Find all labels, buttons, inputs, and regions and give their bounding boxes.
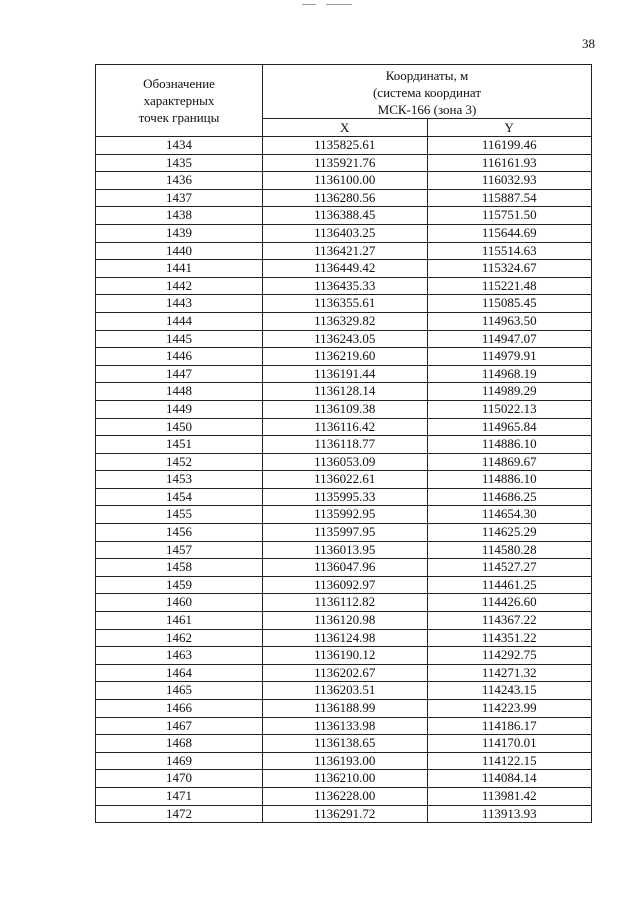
y-coordinate-cell: 115887.54 <box>427 189 592 207</box>
table-row <box>96 524 592 542</box>
table-row <box>96 506 592 524</box>
table-row <box>96 242 592 260</box>
point-number-cell: 1464 <box>96 664 263 682</box>
y-coordinate-cell: 114367.22 <box>427 612 592 630</box>
point-number-cell: 1446 <box>96 348 263 366</box>
point-number-cell: 1472 <box>96 805 263 823</box>
table-row <box>96 330 592 348</box>
x-coordinate-cell: 1136228.00 <box>263 787 428 805</box>
table-row <box>96 383 592 401</box>
scan-mark <box>326 4 352 5</box>
y-coordinate-cell: 114965.84 <box>427 418 592 436</box>
point-number-cell: 1437 <box>96 189 263 207</box>
y-coordinate-cell: 114625.29 <box>427 524 592 542</box>
point-number-cell: 1468 <box>96 735 263 753</box>
y-coordinate-cell: 114527.27 <box>427 559 592 577</box>
y-coordinate-cell: 114968.19 <box>427 365 592 383</box>
x-coordinate-cell: 1136403.25 <box>263 224 428 242</box>
x-coordinate-cell: 1136124.98 <box>263 629 428 647</box>
y-coordinate-cell: 114654.30 <box>427 506 592 524</box>
y-coordinate-cell: 114869.67 <box>427 453 592 471</box>
point-number-cell: 1467 <box>96 717 263 735</box>
y-coordinate-cell: 115644.69 <box>427 224 592 242</box>
point-number-cell: 1449 <box>96 400 263 418</box>
point-number-cell: 1439 <box>96 224 263 242</box>
x-coordinate-cell: 1136092.97 <box>263 576 428 594</box>
y-coordinate-cell: 113913.93 <box>427 805 592 823</box>
table-row <box>96 700 592 718</box>
table-row <box>96 189 592 207</box>
x-coordinate-cell: 1136188.99 <box>263 700 428 718</box>
table-row <box>96 260 592 278</box>
point-number-cell: 1469 <box>96 752 263 770</box>
y-coordinate-cell: 114271.32 <box>427 664 592 682</box>
table-row <box>96 295 592 313</box>
point-designation-header: Обозначение характерных точек границы <box>96 65 263 137</box>
y-header: Y <box>427 119 592 137</box>
x-coordinate-cell: 1136112.82 <box>263 594 428 612</box>
y-coordinate-cell: 115514.63 <box>427 242 592 260</box>
y-coordinate-cell: 114243.15 <box>427 682 592 700</box>
x-coordinate-cell: 1135921.76 <box>263 154 428 172</box>
table-row <box>96 312 592 330</box>
point-number-cell: 1447 <box>96 365 263 383</box>
x-coordinate-cell: 1136280.56 <box>263 189 428 207</box>
point-number-cell: 1471 <box>96 787 263 805</box>
point-number-cell: 1465 <box>96 682 263 700</box>
x-coordinate-cell: 1136022.61 <box>263 471 428 489</box>
table-row <box>96 418 592 436</box>
point-number-cell: 1436 <box>96 172 263 190</box>
point-number-cell: 1443 <box>96 295 263 313</box>
table-row <box>96 805 592 823</box>
x-coordinate-cell: 1136449.42 <box>263 260 428 278</box>
point-number-cell: 1440 <box>96 242 263 260</box>
y-coordinate-cell: 113981.42 <box>427 787 592 805</box>
table-row <box>96 559 592 577</box>
point-number-cell: 1457 <box>96 541 263 559</box>
y-coordinate-cell: 114947.07 <box>427 330 592 348</box>
page-number: 38 <box>582 36 595 51</box>
y-coordinate-cell: 114351.22 <box>427 629 592 647</box>
y-coordinate-cell: 114686.25 <box>427 488 592 506</box>
point-number-cell: 1448 <box>96 383 263 401</box>
point-number-cell: 1459 <box>96 576 263 594</box>
x-coordinate-cell: 1136116.42 <box>263 418 428 436</box>
y-coordinate-cell: 114963.50 <box>427 312 592 330</box>
table-row <box>96 682 592 700</box>
table-row <box>96 365 592 383</box>
y-coordinate-cell: 114886.10 <box>427 471 592 489</box>
x-coordinate-cell: 1135825.61 <box>263 137 428 155</box>
x-coordinate-cell: 1136202.67 <box>263 664 428 682</box>
point-number-cell: 1438 <box>96 207 263 225</box>
table-row <box>96 277 592 295</box>
point-number-cell: 1441 <box>96 260 263 278</box>
point-number-cell: 1454 <box>96 488 263 506</box>
x-coordinate-cell: 1136100.00 <box>263 172 428 190</box>
table-row <box>96 224 592 242</box>
y-coordinate-cell: 115324.67 <box>427 260 592 278</box>
table-row <box>96 471 592 489</box>
x-coordinate-cell: 1136128.14 <box>263 383 428 401</box>
x-coordinate-cell: 1136109.38 <box>263 400 428 418</box>
coordinates-table <box>95 64 592 823</box>
scan-mark <box>302 4 316 5</box>
x-coordinate-cell: 1136243.05 <box>263 330 428 348</box>
point-number-cell: 1458 <box>96 559 263 577</box>
point-number-cell: 1462 <box>96 629 263 647</box>
y-coordinate-cell: 114989.29 <box>427 383 592 401</box>
x-coordinate-cell: 1136435.33 <box>263 277 428 295</box>
point-number-cell: 1450 <box>96 418 263 436</box>
table-row <box>96 664 592 682</box>
x-coordinate-cell: 1136013.95 <box>263 541 428 559</box>
x-coordinate-cell: 1136190.12 <box>263 647 428 665</box>
table-row <box>96 453 592 471</box>
table-row <box>96 154 592 172</box>
table-row <box>96 576 592 594</box>
table-row <box>96 770 592 788</box>
y-coordinate-cell: 116199.46 <box>427 137 592 155</box>
y-coordinate-cell: 114461.25 <box>427 576 592 594</box>
point-number-cell: 1466 <box>96 700 263 718</box>
x-coordinate-cell: 1136138.65 <box>263 735 428 753</box>
y-coordinate-cell: 114223.99 <box>427 700 592 718</box>
point-number-cell: 1461 <box>96 612 263 630</box>
y-coordinate-cell: 115221.48 <box>427 277 592 295</box>
x-coordinate-cell: 1135995.33 <box>263 488 428 506</box>
y-coordinate-cell: 114170.01 <box>427 735 592 753</box>
table-row <box>96 541 592 559</box>
table-row <box>96 172 592 190</box>
x-coordinate-cell: 1136219.60 <box>263 348 428 366</box>
y-coordinate-cell: 114292.75 <box>427 647 592 665</box>
y-coordinate-cell: 114084.14 <box>427 770 592 788</box>
table-row <box>96 207 592 225</box>
point-number-cell: 1456 <box>96 524 263 542</box>
x-coordinate-cell: 1135997.95 <box>263 524 428 542</box>
point-number-cell: 1435 <box>96 154 263 172</box>
table-header-row <box>96 65 592 119</box>
x-coordinate-cell: 1136191.44 <box>263 365 428 383</box>
x-coordinate-cell: 1136133.98 <box>263 717 428 735</box>
point-number-cell: 1434 <box>96 137 263 155</box>
y-coordinate-cell: 115085.45 <box>427 295 592 313</box>
point-number-cell: 1455 <box>96 506 263 524</box>
y-coordinate-cell: 114186.17 <box>427 717 592 735</box>
x-coordinate-cell: 1135992.95 <box>263 506 428 524</box>
coordinates-header: Координаты, м (система координат МСК-166 (зона 3) <box>263 65 592 119</box>
table-row <box>96 629 592 647</box>
y-coordinate-cell: 114580.28 <box>427 541 592 559</box>
point-number-cell: 1463 <box>96 647 263 665</box>
point-number-cell: 1460 <box>96 594 263 612</box>
x-coordinate-cell: 1136203.51 <box>263 682 428 700</box>
x-header: X <box>263 119 428 137</box>
x-coordinate-cell: 1136193.00 <box>263 752 428 770</box>
x-coordinate-cell: 1136118.77 <box>263 436 428 454</box>
table-row <box>96 735 592 753</box>
x-coordinate-cell: 1136210.00 <box>263 770 428 788</box>
table-row <box>96 488 592 506</box>
table-row <box>96 787 592 805</box>
table-row <box>96 717 592 735</box>
x-coordinate-cell: 1136120.98 <box>263 612 428 630</box>
table-row <box>96 752 592 770</box>
x-coordinate-cell: 1136053.09 <box>263 453 428 471</box>
table-row <box>96 612 592 630</box>
y-coordinate-cell: 115022.13 <box>427 400 592 418</box>
table-row <box>96 647 592 665</box>
y-coordinate-cell: 114426.60 <box>427 594 592 612</box>
table-row <box>96 348 592 366</box>
table-body <box>96 137 592 823</box>
x-coordinate-cell: 1136421.27 <box>263 242 428 260</box>
table-row <box>96 400 592 418</box>
y-coordinate-cell: 116032.93 <box>427 172 592 190</box>
table-row <box>96 436 592 454</box>
table-row <box>96 594 592 612</box>
point-number-cell: 1444 <box>96 312 263 330</box>
point-number-cell: 1470 <box>96 770 263 788</box>
point-number-cell: 1445 <box>96 330 263 348</box>
point-number-cell: 1451 <box>96 436 263 454</box>
x-coordinate-cell: 1136388.45 <box>263 207 428 225</box>
x-coordinate-cell: 1136329.82 <box>263 312 428 330</box>
y-coordinate-cell: 116161.93 <box>427 154 592 172</box>
point-number-cell: 1453 <box>96 471 263 489</box>
x-coordinate-cell: 1136355.61 <box>263 295 428 313</box>
y-coordinate-cell: 114122.15 <box>427 752 592 770</box>
y-coordinate-cell: 114979.91 <box>427 348 592 366</box>
point-number-cell: 1442 <box>96 277 263 295</box>
y-coordinate-cell: 115751.50 <box>427 207 592 225</box>
y-coordinate-cell: 114886.10 <box>427 436 592 454</box>
table-row <box>96 137 592 155</box>
x-coordinate-cell: 1136047.96 <box>263 559 428 577</box>
point-number-cell: 1452 <box>96 453 263 471</box>
x-coordinate-cell: 1136291.72 <box>263 805 428 823</box>
